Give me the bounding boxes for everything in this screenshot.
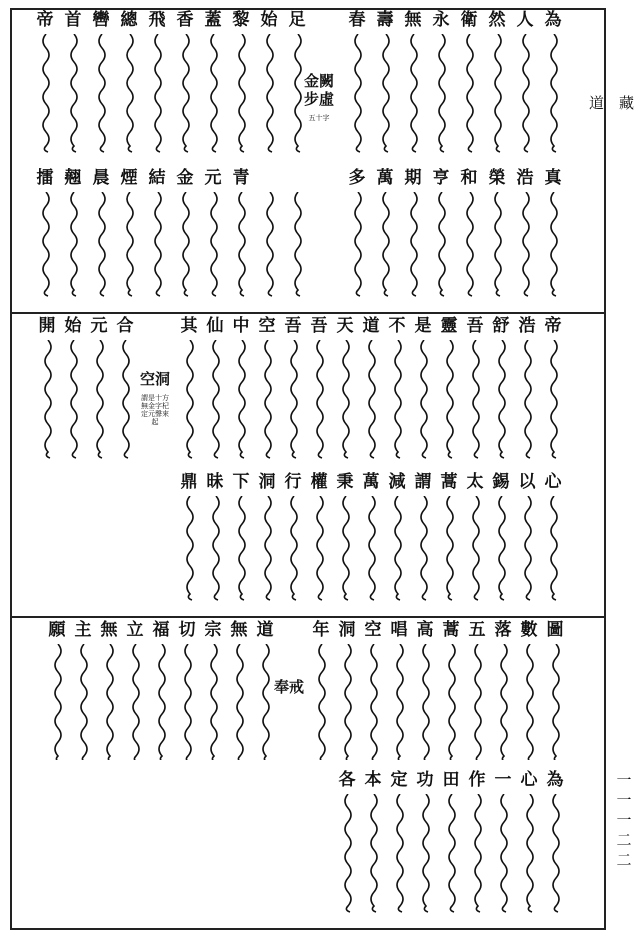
- neume-line: [234, 192, 248, 300]
- chant-character: 吾: [466, 316, 484, 336]
- neume-line: [122, 192, 136, 300]
- score-panel-1: [12, 10, 604, 310]
- notation-column: [360, 620, 386, 926]
- neume-line: [418, 644, 432, 760]
- chant-character: 總: [120, 10, 138, 30]
- neume-line: [234, 34, 248, 158]
- chant-character: 蓋: [204, 10, 222, 30]
- notation-column: [332, 316, 358, 612]
- chant-character: 道: [362, 316, 380, 336]
- chant-character: 然: [488, 10, 506, 30]
- notation-column: [88, 10, 114, 310]
- chant-character: 是: [414, 316, 432, 336]
- notation-column: [400, 10, 426, 310]
- neume-line: [154, 644, 168, 760]
- notation-column: [200, 620, 226, 926]
- notation-column: [34, 316, 60, 612]
- chant-character: 開: [38, 316, 56, 336]
- notation-column: [202, 316, 228, 612]
- neume-line: [178, 34, 192, 158]
- section-title-text: 空洞: [140, 370, 171, 388]
- notation-column: [436, 316, 462, 612]
- chant-character: 其: [180, 316, 198, 336]
- neume-line: [546, 340, 560, 462]
- chant-character: 空: [364, 620, 382, 640]
- chant-character: 圖: [546, 620, 564, 640]
- notation-column: [456, 10, 482, 310]
- neume-line: [178, 192, 192, 300]
- chant-character: 作: [468, 770, 486, 790]
- notation-column: [386, 620, 412, 926]
- notation-column: [438, 620, 464, 926]
- notation-column: [284, 10, 310, 310]
- chant-character: 蒿: [440, 472, 458, 492]
- chant-character: 本: [364, 770, 382, 790]
- chant-character: 洞: [338, 620, 356, 640]
- chant-character: 蒿: [442, 620, 460, 640]
- neume-line: [518, 192, 532, 300]
- neume-line: [490, 192, 504, 300]
- chant-character: 合: [116, 316, 134, 336]
- neume-line: [340, 794, 354, 916]
- chant-character: 昧: [206, 472, 224, 492]
- notation-column: [226, 620, 252, 926]
- chant-character: 靈: [440, 316, 458, 336]
- chant-character: 唱: [390, 620, 408, 640]
- neume-line: [206, 192, 220, 300]
- neume-line: [40, 340, 54, 462]
- notation-column: [540, 10, 566, 310]
- chant-character: 元: [90, 316, 108, 336]
- neume-line: [434, 192, 448, 300]
- notation-column: [464, 620, 490, 926]
- chant-character: 無: [100, 620, 118, 640]
- chant-character: 元: [204, 168, 222, 188]
- chant-character: 衛: [460, 10, 478, 30]
- chant-character: 下: [232, 472, 250, 492]
- neume-line: [364, 340, 378, 462]
- chant-character: 亨: [432, 168, 450, 188]
- neume-line: [442, 340, 456, 462]
- notation-column: [60, 10, 86, 310]
- neume-line: [290, 192, 304, 300]
- chant-character: 心: [520, 770, 538, 790]
- chant-character: 首: [64, 10, 82, 30]
- section-subtitle: 謂是十方無金字杞定元聲來起: [141, 394, 169, 426]
- neume-line: [76, 644, 90, 760]
- chant-character: 多: [348, 168, 366, 188]
- notation-column: [462, 316, 488, 612]
- chant-character: 落: [494, 620, 512, 640]
- notation-column: [254, 316, 280, 612]
- notation-column: [256, 10, 282, 310]
- notation-column: [514, 316, 540, 612]
- chant-character: 和: [460, 168, 478, 188]
- chant-character: 帝: [544, 316, 562, 336]
- chant-character: 心: [544, 472, 562, 492]
- chant-character: 以: [518, 472, 536, 492]
- neume-line: [470, 644, 484, 760]
- chant-character: 青: [232, 168, 250, 188]
- score-panel-3: [12, 620, 604, 926]
- chant-character: 定: [390, 770, 408, 790]
- notation-column: [252, 620, 278, 926]
- chant-character: 春: [348, 10, 366, 30]
- notation-column: [116, 10, 142, 310]
- neume-line: [444, 794, 458, 916]
- notation-column: [372, 10, 398, 310]
- neume-line: [546, 496, 560, 602]
- neume-line: [66, 340, 80, 462]
- notation-column: [280, 316, 306, 612]
- notation-column: [174, 620, 200, 926]
- neume-line: [520, 340, 534, 462]
- chant-character: 立: [126, 620, 144, 640]
- chant-character: 飛: [148, 10, 166, 30]
- notation-column: [428, 10, 454, 310]
- neume-line: [546, 192, 560, 300]
- neume-line: [366, 794, 380, 916]
- chant-character: 萬: [376, 168, 394, 188]
- chant-character: 仙: [206, 316, 224, 336]
- chant-character: 不: [388, 316, 406, 336]
- neume-line: [444, 644, 458, 760]
- neume-line: [262, 192, 276, 300]
- neume-line: [286, 496, 300, 602]
- chant-character: 始: [64, 316, 82, 336]
- chant-character: 真: [544, 168, 562, 188]
- neume-line: [350, 34, 364, 158]
- chant-character: 萬: [362, 472, 380, 492]
- neume-line: [496, 794, 510, 916]
- neume-line: [366, 644, 380, 760]
- neume-line: [258, 644, 272, 760]
- notation-column: [484, 10, 510, 310]
- chant-character: 擂: [36, 168, 54, 188]
- neume-line: [128, 644, 142, 760]
- chant-character: 黎: [232, 10, 250, 30]
- margin-label-text: 道 藏: [588, 94, 634, 112]
- neume-line: [94, 34, 108, 158]
- neume-line: [102, 644, 116, 760]
- chant-character: 始: [260, 10, 278, 30]
- neume-line: [462, 34, 476, 158]
- section-title-text: 金闕步虛: [304, 72, 335, 108]
- chant-character: 為: [546, 770, 564, 790]
- neume-line: [338, 496, 352, 602]
- neume-line: [182, 340, 196, 462]
- neume-line: [94, 192, 108, 300]
- neume-line: [390, 496, 404, 602]
- neume-line: [340, 644, 354, 760]
- neume-line: [548, 794, 562, 916]
- chant-character: 香: [176, 10, 194, 30]
- notation-column: [32, 10, 58, 310]
- neume-line: [468, 496, 482, 602]
- neume-line: [350, 192, 364, 300]
- chant-character: 舒: [492, 316, 510, 336]
- chant-character: 結: [148, 168, 166, 188]
- notation-column: [512, 10, 538, 310]
- chant-character: 數: [520, 620, 538, 640]
- neume-line: [364, 496, 378, 602]
- chant-character: 一: [494, 770, 512, 790]
- neume-line: [406, 34, 420, 158]
- notation-column: [358, 316, 384, 612]
- notation-column: [96, 620, 122, 926]
- chant-character: 吾: [310, 316, 328, 336]
- neume-line: [118, 340, 132, 462]
- chant-character: 主: [74, 620, 92, 640]
- notation-column: [148, 620, 174, 926]
- neume-line: [232, 644, 246, 760]
- chant-character: 福: [152, 620, 170, 640]
- notation-column: [308, 620, 334, 926]
- neume-line: [390, 340, 404, 462]
- notation-column: [200, 10, 226, 310]
- chant-character: 功: [416, 770, 434, 790]
- chant-character: 無: [404, 10, 422, 30]
- chant-character: 無: [230, 620, 248, 640]
- neume-line: [416, 340, 430, 462]
- chant-character: 煙: [120, 168, 138, 188]
- neume-line: [234, 340, 248, 462]
- notation-column: [228, 10, 254, 310]
- neume-line: [234, 496, 248, 602]
- neume-line: [496, 644, 510, 760]
- notation-column: [176, 316, 202, 612]
- neume-line: [180, 644, 194, 760]
- chant-character: 帝: [36, 10, 54, 30]
- neume-line: [434, 34, 448, 158]
- neume-line: [416, 496, 430, 602]
- neume-line: [518, 34, 532, 158]
- neume-line: [260, 340, 274, 462]
- neume-line: [122, 34, 136, 158]
- notation-column: [542, 620, 568, 926]
- section-title: [274, 678, 304, 696]
- notation-column: [412, 620, 438, 926]
- neume-line: [314, 644, 328, 760]
- chant-character: 人: [516, 10, 534, 30]
- notation-column: [334, 620, 360, 926]
- neume-line: [520, 496, 534, 602]
- neume-line: [468, 340, 482, 462]
- neume-line: [208, 496, 222, 602]
- chant-character: 天: [336, 316, 354, 336]
- neume-line: [206, 644, 220, 760]
- neume-line: [208, 340, 222, 462]
- neume-line: [150, 192, 164, 300]
- chant-character: 足: [288, 10, 306, 30]
- chant-character: 中: [232, 316, 250, 336]
- neume-line: [392, 644, 406, 760]
- neume-line: [378, 192, 392, 300]
- neume-line: [406, 192, 420, 300]
- notation-column: [144, 10, 170, 310]
- notation-column: [490, 620, 516, 926]
- notation-column: [228, 316, 254, 612]
- chant-character: 切: [178, 620, 196, 640]
- chant-character: 高: [416, 620, 434, 640]
- chant-character: 吾: [284, 316, 302, 336]
- chant-character: 宗: [204, 620, 222, 640]
- section-subtitle: 五十字: [308, 114, 330, 122]
- neume-line: [392, 794, 406, 916]
- chant-character: 為: [544, 10, 562, 30]
- neume-line: [182, 496, 196, 602]
- neume-line: [92, 340, 106, 462]
- notation-column: [172, 10, 198, 310]
- chant-character: 權: [310, 472, 328, 492]
- chant-character: 永: [432, 10, 450, 30]
- neume-line: [66, 34, 80, 158]
- chant-character: 願: [48, 620, 66, 640]
- neume-line: [522, 794, 536, 916]
- notation-column: [516, 620, 542, 926]
- neume-line: [312, 496, 326, 602]
- chant-character: 五: [468, 620, 486, 640]
- notation-column: [60, 316, 86, 612]
- notation-column: [44, 620, 70, 926]
- chant-character: 年: [312, 620, 330, 640]
- neume-line: [378, 34, 392, 158]
- chant-character: 期: [404, 168, 422, 188]
- neume-line: [312, 340, 326, 462]
- notation-column: [112, 316, 138, 612]
- neume-line: [462, 192, 476, 300]
- neume-line: [494, 340, 508, 462]
- notation-column: [122, 620, 148, 926]
- chant-character: 鼎: [180, 472, 198, 492]
- section-title: [140, 370, 170, 426]
- neume-line: [290, 34, 304, 158]
- chant-character: 田: [442, 770, 460, 790]
- neume-line: [522, 644, 536, 760]
- chant-character: 太: [466, 472, 484, 492]
- notation-column: [344, 10, 370, 310]
- chant-character: 行: [284, 472, 302, 492]
- neume-line: [66, 192, 80, 300]
- neume-line: [38, 192, 52, 300]
- chant-character: 轡: [92, 10, 110, 30]
- notation-column: [488, 316, 514, 612]
- notation-column: [86, 316, 112, 612]
- neume-line: [38, 34, 52, 158]
- neume-line: [260, 496, 274, 602]
- chant-character: 金: [176, 168, 194, 188]
- chant-character: 洞: [258, 472, 276, 492]
- notation-column: [306, 316, 332, 612]
- neume-line: [262, 34, 276, 158]
- chant-character: 空: [258, 316, 276, 336]
- chant-character: 榮: [488, 168, 506, 188]
- chant-character: 晨: [92, 168, 110, 188]
- chant-character: 錫: [492, 472, 510, 492]
- neume-line: [494, 496, 508, 602]
- score-panel-2: [12, 316, 604, 612]
- neume-line: [150, 34, 164, 158]
- neume-line: [490, 34, 504, 158]
- neume-line: [442, 496, 456, 602]
- chant-character: 浩: [516, 168, 534, 188]
- notation-column: [70, 620, 96, 926]
- neume-line: [50, 644, 64, 760]
- notation-column: [540, 316, 566, 612]
- page-number: 一一一二二: [616, 771, 632, 869]
- neume-line: [206, 34, 220, 158]
- neume-line: [338, 340, 352, 462]
- neume-line: [548, 644, 562, 760]
- neume-line: [470, 794, 484, 916]
- notation-column: [384, 316, 410, 612]
- panel-divider: [10, 616, 606, 618]
- notation-column: [410, 316, 436, 612]
- neume-line: [546, 34, 560, 158]
- chant-character: 減: [388, 472, 406, 492]
- chant-character: 浩: [518, 316, 536, 336]
- chant-character: 各: [338, 770, 356, 790]
- section-title-text: 奉戒: [274, 678, 305, 696]
- neume-line: [418, 794, 432, 916]
- chant-character: 壽: [376, 10, 394, 30]
- chant-character: 秉: [336, 472, 354, 492]
- neume-line: [286, 340, 300, 462]
- chant-character: 謂: [414, 472, 432, 492]
- chant-character: 道: [256, 620, 274, 640]
- chant-character: 翹: [64, 168, 82, 188]
- panel-divider: [10, 312, 606, 314]
